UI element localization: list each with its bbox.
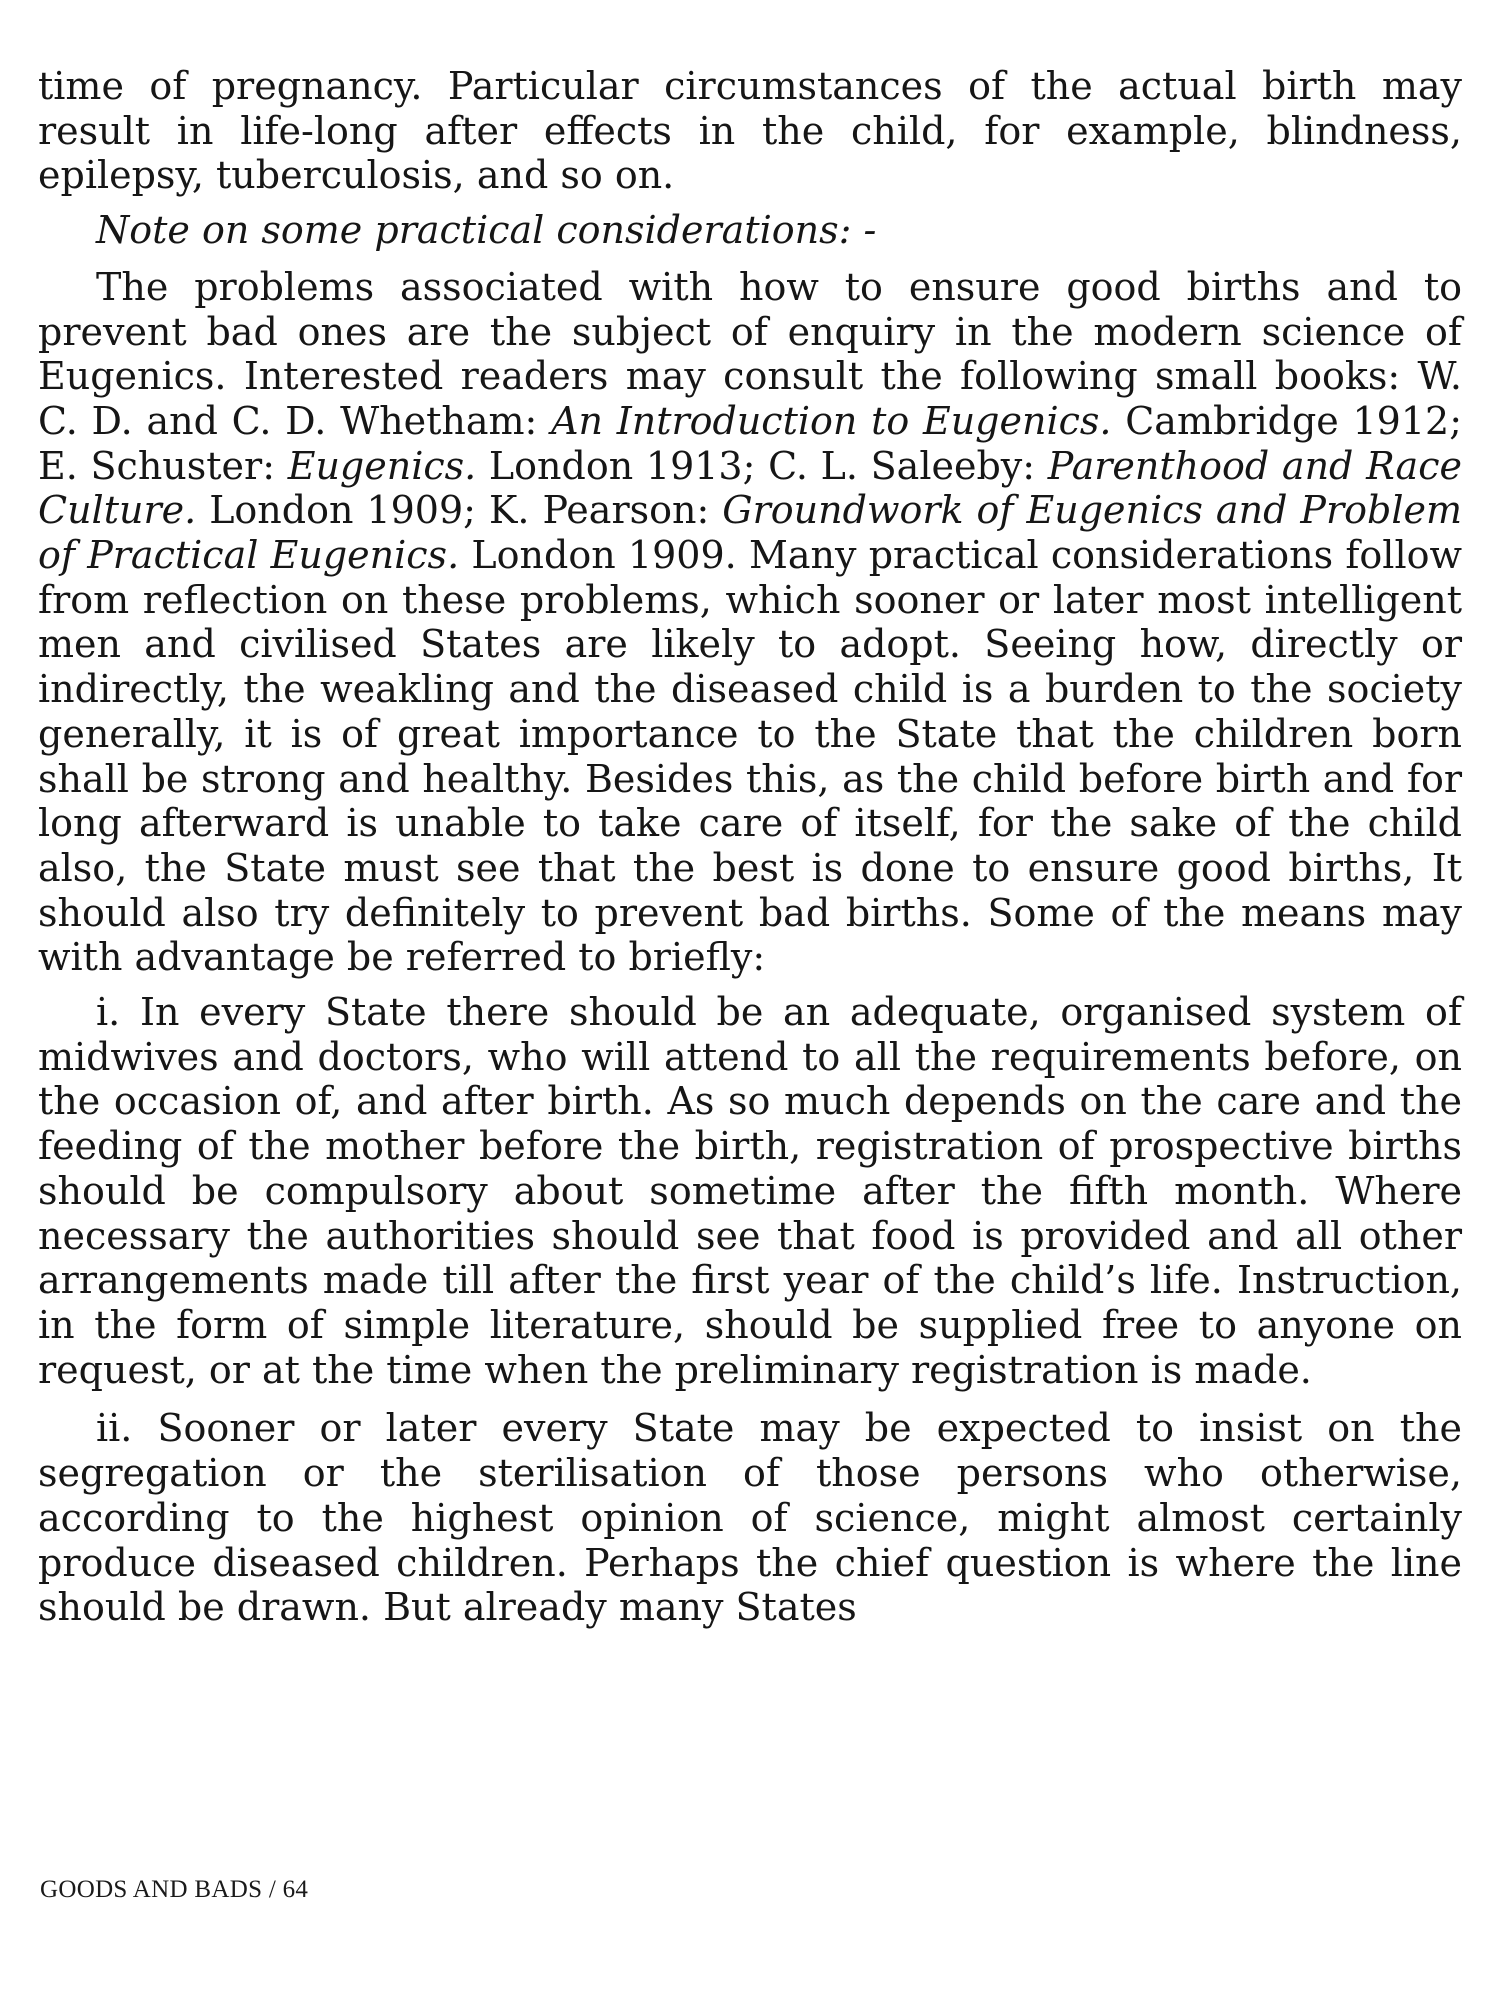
- note-heading: Note on some practical considerations: -: [96, 208, 877, 253]
- text-segment: Cambridge 1912; E. Schuster:: [38, 398, 1462, 488]
- paragraph-eugenics: [38, 265, 1462, 980]
- paragraph-pregnancy: time of pregnancy. Particular circumstances of the actual birth may result in life-long after effects in the child, for example, blindness, epilepsy, tuberculosis, and so on.: [38, 64, 1462, 198]
- text-segment: London 1909. Many practical considerations follow from reflection on these problems, which sooner or later most intelligent men and civilised States are likely to adopt. Seeing how, directly or indirectly, the weakling and the diseased child is a burden to the society generally, it is of great importance to the State that the children born shall be strong and healthy. Besides this, as the child before birth and for long afterward is unable to take care of itself, for the sake of the child also, the State must see that the best is done to ensure good births, It should also try definitely to prevent bad births. Some of the means may with advantage be referred to briefly:: [38, 533, 1462, 980]
- page-body: [38, 64, 1462, 1630]
- paragraph-item-ii: ii. Sooner or later every State may be expected to insist on the segregation or the sterilisation of those persons who otherwise, according to the highest opinion of science, might almost certainly produce diseased children. Perhaps the chief question is where the line should be drawn. But already many States: [38, 1406, 1462, 1630]
- text-segment: London 1913; C. L. Saleeby:: [476, 443, 1048, 488]
- text-segment: The problems associated with how to ensure good births and to prevent bad ones are the subject of enquiry in the modern science of Eugenics. Interested readers may consult the following small books: W. C. D. and C. D. Whetham:: [38, 264, 1462, 443]
- book-title: An Introduction to Eugenics.: [551, 398, 1112, 443]
- paragraph-item-i: i. In every State there should be an adequate, organised system of midwives and doctors, who will attend to all the requirements before, on the occasion of, and after birth. As so much depends on the care and the feeding of the mother before the birth, registration of prospective births should be compulsory about sometime after the fifth month. Where necessary the authorities should see that food is provided and all other arrangements made till after the first year of the child’s life. Instruction, in the form of simple literature, should be supplied free to anyone on request, or at the time when the preliminary registration is made.: [38, 990, 1462, 1392]
- book-title: Eugenics.: [287, 443, 477, 488]
- book-title: Parenthood and Race Culture.: [38, 443, 1462, 533]
- running-footer: GOODS AND BADS / 64: [40, 1876, 309, 1903]
- book-title: Groundwork of Eugenics and Problem of Practical Eugenics.: [38, 488, 1463, 578]
- text-segment: London 1909; K. Pearson:: [196, 488, 723, 533]
